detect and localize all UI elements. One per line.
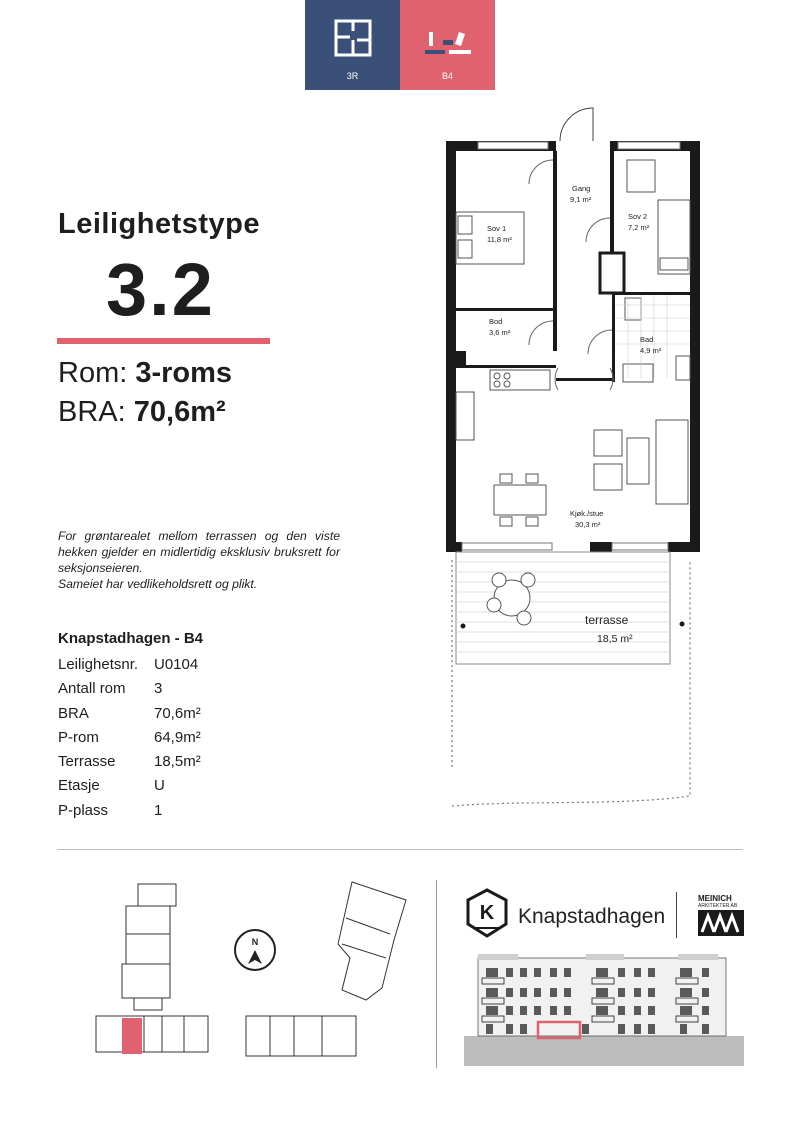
ground <box>464 1036 744 1066</box>
accent-rule <box>57 338 270 344</box>
floorplan-icon <box>333 18 373 58</box>
fact-value: 1 <box>154 801 163 819</box>
fact-label: P-rom <box>58 728 99 746</box>
architect-subtitle: ARKITEKTER AB <box>698 903 738 909</box>
sink-icon <box>456 392 474 440</box>
armchair-icon <box>594 430 622 456</box>
site-plan <box>90 878 420 1064</box>
bra-value: 70,6m² <box>133 396 226 428</box>
tab-b4[interactable] <box>400 0 495 90</box>
fact-row <box>58 653 201 677</box>
usage-note-paragraph: For grøntarealet mellom terrassen og den viste hekken gjelder en midlertidig eksklusiv bruksrett for seksjonseieren. <box>58 529 340 575</box>
apartment-type-label: Leilighetstype <box>58 208 260 240</box>
fact-label: Etasje <box>58 777 100 795</box>
fact-value: 3 <box>154 680 163 698</box>
fact-row <box>58 677 201 701</box>
terrace-name: terrasse <box>585 613 629 627</box>
room-area: 11,8 m² <box>487 235 512 244</box>
tab-b4-label: B4 <box>441 71 453 81</box>
compass-icon <box>235 930 275 970</box>
project-name: Knapstadhagen - B4 <box>58 630 204 647</box>
fact-label: Terrasse <box>58 753 116 771</box>
fact-row <box>58 726 201 750</box>
room-name: Bad <box>640 335 654 344</box>
fact-row <box>58 799 201 823</box>
sofa-icon <box>656 420 688 504</box>
room-name: Gang <box>572 184 591 193</box>
stove-icon <box>490 370 550 390</box>
terrace-area: 18,5 m² <box>597 633 633 645</box>
furniture <box>456 160 690 526</box>
site-plan-building-right <box>338 882 406 1000</box>
fact-value: 70,6m² <box>154 704 201 722</box>
room-name: Sov 2 <box>628 212 648 221</box>
armchair-icon <box>594 464 622 490</box>
fact-row <box>58 774 201 798</box>
fact-value: U0104 <box>154 656 199 673</box>
fact-label: Antall rom <box>58 680 126 698</box>
building-block-icon <box>425 28 471 62</box>
room-name: Sov 1 <box>487 224 507 233</box>
floor-plan <box>430 100 720 820</box>
usage-note <box>58 528 340 592</box>
room-name: Bod <box>489 317 503 326</box>
fact-value: U <box>154 777 165 795</box>
facts-table <box>58 653 201 823</box>
room-area: 7,2 m² <box>628 223 650 232</box>
brand-name: Knapstadhagen <box>518 905 666 928</box>
entry-door-icon <box>560 108 593 141</box>
section-divider <box>57 849 743 850</box>
fact-row <box>58 702 201 726</box>
site-plan-building-bottom-right <box>246 1016 356 1056</box>
room-area: 4,9 m² <box>640 346 662 355</box>
apartment-highlight <box>122 1018 142 1054</box>
site-plan-building-bottom-left <box>96 1016 208 1052</box>
dining-table-icon <box>494 485 546 515</box>
architect-name: MEINICH <box>698 894 732 903</box>
rooms-value: 3-roms <box>135 357 233 389</box>
single-bed-icon <box>658 200 690 274</box>
vertical-divider <box>436 880 437 1068</box>
facade-elevation <box>458 948 744 1066</box>
room-labels <box>487 184 662 529</box>
site-plan-building-left <box>122 884 176 1010</box>
toilet-icon <box>625 298 641 320</box>
fact-value: 64,9m² <box>154 728 201 746</box>
knapstadhagen-logo-icon <box>466 888 508 938</box>
fact-label: P-plass <box>58 801 109 819</box>
apartment-type-number: 3.2 <box>106 248 215 331</box>
compass-label: N <box>251 937 259 947</box>
rooms-label: Rom: <box>58 357 128 389</box>
room-area: 30,3 m² <box>575 520 601 529</box>
rooms-line <box>58 357 232 390</box>
coffee-table-icon <box>627 438 649 484</box>
bra-label: BRA: <box>58 396 126 428</box>
room-area: 9,1 m² <box>570 195 592 204</box>
fact-value: 18,5m² <box>154 753 201 771</box>
tab-3r-label: 3R <box>346 71 359 81</box>
fact-row <box>58 750 201 774</box>
room-name: Kjøk./stue <box>570 509 604 518</box>
bra-line <box>58 396 226 429</box>
architect-logo-icon <box>698 910 744 936</box>
fact-label: Leilighetsnr. <box>58 656 139 673</box>
brand-divider <box>676 892 677 938</box>
tab-3r[interactable] <box>305 0 400 90</box>
fact-label: BRA <box>58 704 89 722</box>
maintenance-note: Sameiet har vedlikeholdsrett og plikt. <box>58 577 258 591</box>
washer-icon <box>623 364 653 382</box>
terrace-deck <box>456 552 685 664</box>
logo-letter: K <box>479 902 495 924</box>
room-area: 3,6 m² <box>489 328 511 337</box>
